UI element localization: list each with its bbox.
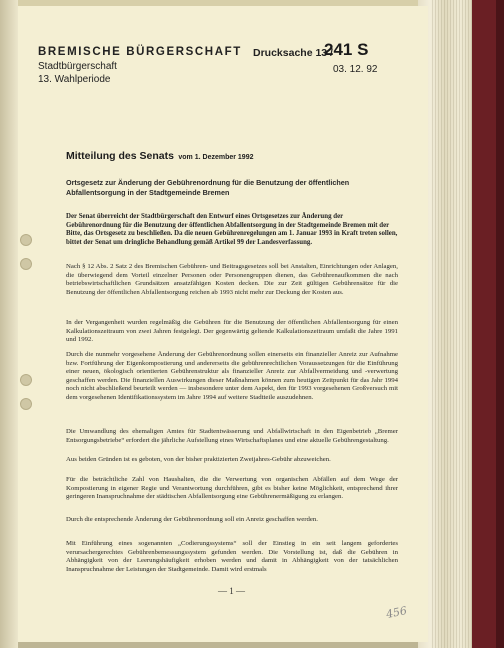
legislative-period: 13. Wahlperiode <box>38 74 111 85</box>
document-number: 241 S <box>324 40 369 59</box>
body-paragraph: Durch die entsprechende Änderung der Gebührenordnung soll ein Anreiz geschaffen werden. <box>66 516 318 523</box>
body-paragraph: Nach § 12 Abs. 2 Satz 2 des Bremischen Gebühren- und Beitragsgesetzes soll bei Anstalten, Einrichtungen oder Anlagen, die überwiegend dem Vorteil einzelner Personen oder Personengruppen dienen, das Gebührenaufkommen die nach betriebswirtschaftlichen Grundsätzen ansatzfähigen Kosten decken. Die zur Zeit gültigen Gebührensätze für die Benutzung der öffentlichen Abfallentsorgung reichen ab 1993 nicht mehr zur Deckung der Kosten aus. <box>66 263 398 296</box>
body-paragraph: Die Umwandlung des ehemaligen Amtes für Stadtentwässerung und Abfallwirtschaft in den Eigenbetrieb „Bremer Entsorgungsbetriebe“ erfordert die jährliche Aufstellung eines Wirtschaftsplanes und eine aktuelle Gebührengestaltung. <box>66 428 398 444</box>
binder-hole-icon <box>20 374 32 386</box>
binder-hole-icon <box>20 398 32 410</box>
book-page-lines <box>432 0 472 648</box>
book-spine-shadow <box>496 0 504 648</box>
pencil-annotation: 456 <box>384 603 409 622</box>
document-page <box>18 6 428 642</box>
subject-line: Ortsgesetz zur Änderung der Gebührenordnung für die Benutzung der öffentlichen Abfallentsorgung in der Stadtgemeinde Bremen <box>66 178 350 197</box>
page-number: — 1 — <box>218 586 245 596</box>
body-paragraph: In der Vergangenheit wurden regelmäßig die Gebühren für die Benutzung der öffentlichen Abfallentsorgung für einen Kalkulationszeitraum von zwei Jahren festgelegt. Der gegenwärtig geltende Kalkulationszeitraum umfaßt die Jahre 1991 und 1992. <box>66 319 398 344</box>
body-paragraph: Für die beträchtliche Zahl von Haushalten, die die Verwertung von organischen Abfällen auf dem Wege der Kompostierung in eigener Regie und Verantwortung durchführen, gibt es bisher keine Möglichkeit, entsprechend ihrer geringeren Inanspruchnahme der städtischen Abfallentsorgung eine Gebührenermäßigung zu erlangen. <box>66 476 398 501</box>
title-date: vom 1. Dezember 1992 <box>178 154 254 161</box>
binder-hole-icon <box>20 258 32 270</box>
document-label: Drucksache 13 / <box>253 47 333 59</box>
intro-paragraph: Der Senat überreicht der Stadtbürgerschaft den Entwurf eines Ortsgesetzes zur Änderung der Gebührenordnung für die Benutzung der öffentlichen Abfallentsorgung in der Stadtgemeinde Bremen mit der Bitte, das Ortsgesetz zu beschließen. Da die neuen Gebührenregelungen am 1. Januar 1993 in Kraft treten sollen, bittet der Senat um dringliche Behandlung gemäß Artikel 99 der Landesverfassung. <box>66 213 398 246</box>
organization-name: BREMISCHE BÜRGERSCHAFT <box>38 46 242 58</box>
left-gutter <box>0 0 18 648</box>
page-title <box>66 146 254 164</box>
body-paragraph: Aus beiden Gründen ist es geboten, von der bisher praktizierten Zweijahres-Gebühr abzuweichen. <box>66 456 331 463</box>
binder-hole-icon <box>20 234 32 246</box>
body-paragraph: Durch die nunmehr vorgesehene Änderung der Gebührenordnung sollen einerseits ein finanzieller Anreiz zur Aufnahme bzw. Fortführung der Eigenkompostierung und andererseits die gebührenrechtlichen Voraussetzungen für die Einführung einer neuen, ökologisch orientierten Gebührenstruktur als finanzieller Anreiz zur Abfallvermeidung und -verwertung geschaffen werden. Die finanziellen Auswirkungen dieser Maßnahmen können zum heutigen Zeitpunkt für das Jahr 1994 noch nicht abschließend beurteilt werden — insbesondere unter dem Aspekt, den für 1993 vorgesehenen Großversuch mit dem vorgesehenen Identifikationssystem im Jahre 1994 auf weitere Stadtteile auszudehnen. <box>66 351 398 401</box>
title-main: Mitteilung des Senats <box>66 150 174 162</box>
document-date: 03. 12. 92 <box>333 64 378 75</box>
body-paragraph: Mit Einführung eines sogenannten „Codierungssystems“ soll der Einstieg in ein seit langem gefordertes verursachergerechtes Gebührenbemessungssystem gefunden werden. Die Vorstellung ist, daß die Gebühren in Abhängigkeit von der Leerungshäufigkeit erhoben werden und damit in Abhängigkeit von der tatsächlichen Inanspruchnahme der Leistungen der Stadtgemeinde. Damit wird erstmals <box>66 540 398 573</box>
chamber-name: Stadtbürgerschaft <box>38 61 117 72</box>
